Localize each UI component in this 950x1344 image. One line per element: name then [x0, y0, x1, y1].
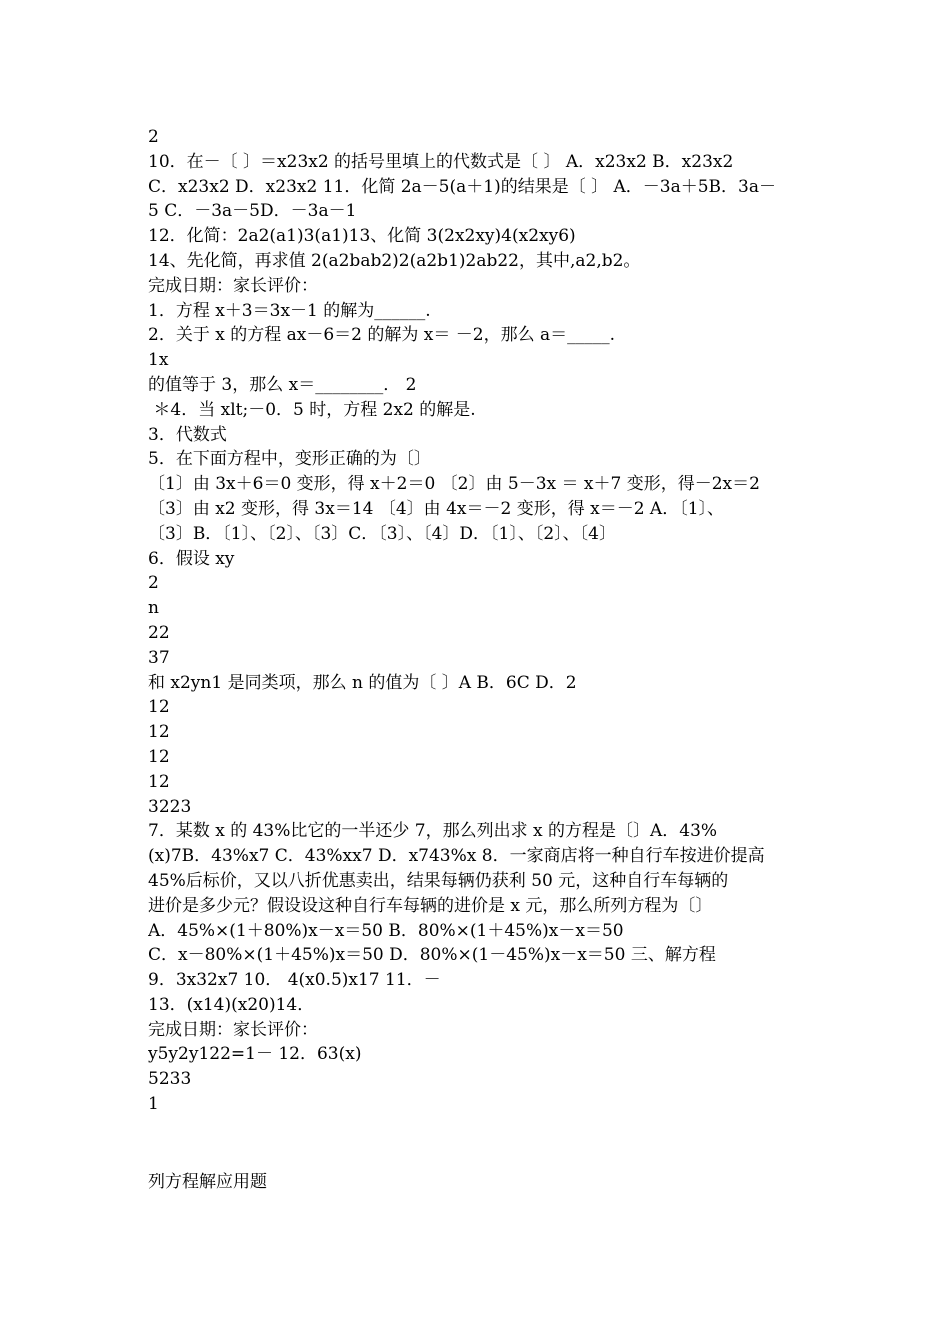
- text-line: 12: [148, 722, 170, 743]
- text-line: 9．3x32x7 10． 4(x0.5)x17 11．－: [148, 970, 441, 991]
- text-line: 12: [148, 771, 170, 792]
- text-line: 和 x2yn1 是同类项，那么 n 的值为〔 〕A B．6C D．2: [148, 672, 577, 693]
- text-line: 〔3〕由 x2 变形，得 3x＝14 〔4〕由 4x＝－2 变形，得 x＝－2 A．〔1〕、: [148, 498, 725, 519]
- text-line: (x)7B．43%x7 C．43%xx7 D．x743%x 8．一家商店将一种自行车按进价提高: [148, 846, 765, 867]
- text-line: 12．化简：2a2(a1)3(a1)13、化简 3(2x2xy)4(x2xy6): [148, 226, 576, 247]
- text-line: 22: [148, 622, 170, 643]
- text-line: y5y2y122=1－ 12．63(x): [148, 1044, 362, 1065]
- text-line: C．x－80%×(1＋45%)x＝50 D．80%×(1－45%)x－x＝50 三、解方程: [148, 945, 716, 966]
- text-line: C．x23x2 D．x23x2 11．化简 2a－5(a＋1)的结果是〔 〕 A．－3a＋5B．3a－: [148, 176, 777, 197]
- text-line: 完成日期：家长评价：: [148, 1019, 318, 1040]
- text-line: 45%后标价，又以八折优惠卖出，结果每辆仍获利 50 元，这种自行车每辆的: [148, 870, 729, 891]
- text-line: 5233: [148, 1069, 192, 1090]
- text-line: 5 C．－3a－5D．－3a－1: [148, 201, 357, 222]
- text-line: n: [148, 598, 159, 619]
- text-line: 37: [148, 647, 170, 668]
- text-line: 2: [148, 573, 159, 594]
- text-line: 6．假设 xy: [148, 548, 235, 569]
- document-body: [148, 125, 808, 1117]
- text-line: 12: [148, 746, 170, 767]
- text-line: 进价是多少元？假设设这种自行车每辆的进价是 x 元，那么所列方程为〔〕: [148, 895, 713, 916]
- text-line: 7．某数 x 的 43%比它的一半还少 7，那么列出求 x 的方程是〔〕A．43%: [148, 821, 718, 842]
- text-line: 1: [148, 1094, 159, 1115]
- text-line: 10．在－〔 〕＝x23x2 的括号里填上的代数式是〔 〕 A．x23x2 B．x23x2: [148, 151, 734, 172]
- section-title: 列方程解应用题: [148, 1172, 267, 1192]
- text-line: 5．在下面方程中，变形正确的为〔〕: [148, 449, 431, 470]
- text-line: 3223: [148, 796, 192, 817]
- text-line: 12: [148, 697, 170, 718]
- text-line: 2: [148, 127, 159, 147]
- text-line: 〔1〕由 3x＋6＝0 变形，得 x＋2＝0 〔2〕由 5－3x ＝ x＋7 变形，得－2x＝2: [148, 474, 760, 495]
- text-line: 的值等于 3，那么 x＝________． 2: [148, 374, 417, 395]
- text-line: 13．(x14)(x20)14．: [148, 994, 315, 1015]
- text-line: ＊4．当 xlt;－0．5 时，方程 2x2 的解是.: [148, 399, 476, 420]
- text-line: 3．代数式: [148, 424, 227, 445]
- text-line: 1x: [148, 350, 169, 371]
- text-line: 〔3〕B．〔1〕、〔2〕、〔3〕C．〔3〕、〔4〕D．〔1〕、〔2〕、〔4〕: [148, 523, 616, 544]
- text-line: 2．关于 x 的方程 ax－6＝2 的解为 x＝ －2，那么 a＝_____.: [148, 325, 616, 346]
- text-line: A．45%×(1＋80%)x－x＝50 B．80%×(1＋45%)x－x＝50: [148, 920, 624, 941]
- text-line: 完成日期：家长评价：: [148, 275, 318, 296]
- text-line: 1．方程 x＋3＝3x－1 的解为______.: [148, 300, 431, 321]
- text-line: 14、先化简，再求值 2(a2bab2)2(a2b1)2ab22，其中,a2,b2。: [148, 250, 641, 271]
